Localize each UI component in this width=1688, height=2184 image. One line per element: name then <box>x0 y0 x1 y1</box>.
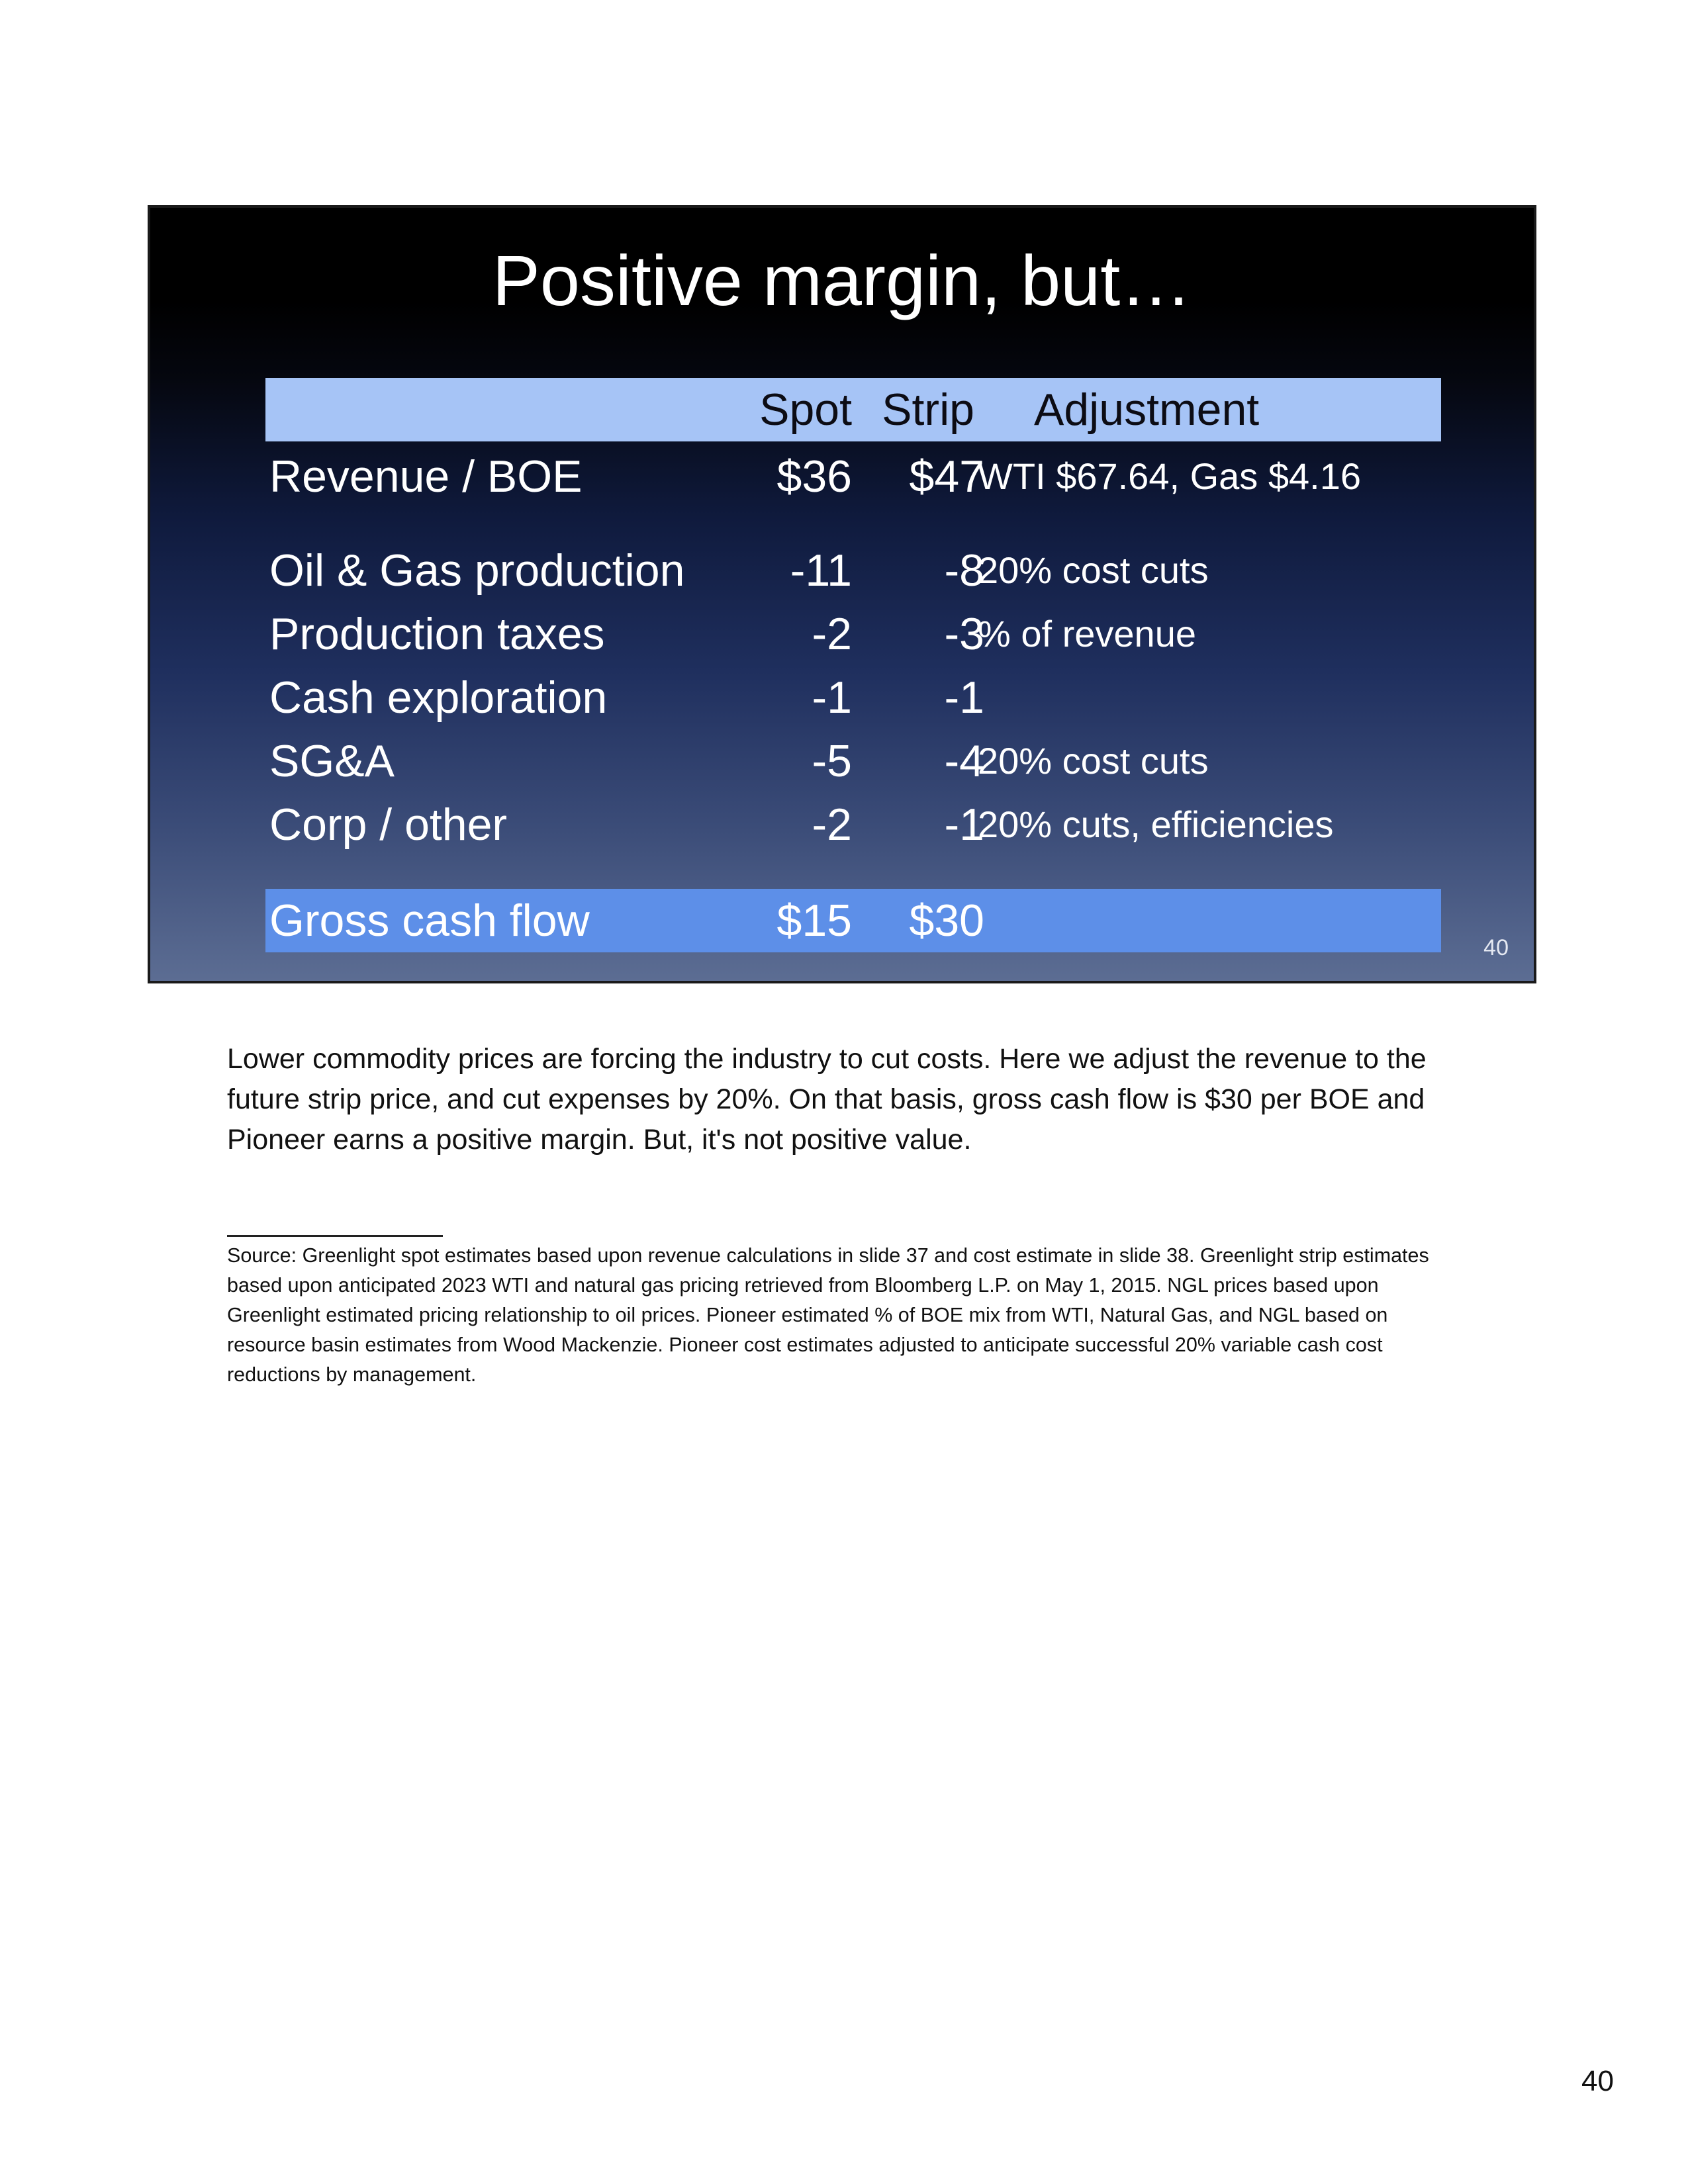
header-strip: Strip <box>882 385 974 435</box>
footnote-divider <box>227 1235 443 1237</box>
row-spot-sga: -5 <box>812 736 852 786</box>
footnote-source: Source: Greenlight spot estimates based upon revenue calculations in slide 37 and cost estimate in slide 38. Greenlight strip estimates based upon anticipated 2023 WTI and natural gas pricing retrieved from Bloomberg L.P. on May 1, 2015. NGL prices based upon Greenlight estimated pricing relationship to oil prices. Pioneer estimated % of BOE mix from WTI, Natural Gas, and NGL based on resource basin estimates from Wood Mackenzie. Pioneer cost estimates adjusted to anticipate successful 20% variable cash cost reductions by management. <box>227 1244 1429 1386</box>
slide <box>148 205 1536 983</box>
row-adjustment-corp-other: 20% cuts, efficiencies <box>978 803 1334 845</box>
row-adjustment-oil-gas-production: 20% cost cuts <box>978 549 1209 591</box>
total-strip: $30 <box>909 895 984 946</box>
row-label-oil-gas-production: Oil & Gas production <box>269 545 685 596</box>
total-label: Gross cash flow <box>269 895 590 946</box>
row-label-revenue: Revenue / BOE <box>269 451 583 502</box>
row-strip-revenue: $47 <box>909 451 984 502</box>
row-spot-oil-gas-production: -11 <box>790 545 852 596</box>
row-strip-sga: -4 <box>944 736 984 786</box>
slide-title: Positive margin, but… <box>492 240 1192 320</box>
row-strip-cash-exploration: -1 <box>944 672 984 723</box>
row-strip-corp-other: -1 <box>944 799 984 850</box>
row-adjustment-sga: 20% cost cuts <box>978 740 1209 782</box>
header-spot: Spot <box>759 385 852 435</box>
row-label-corp-other: Corp / other <box>269 799 508 850</box>
table-header-band <box>265 378 1441 441</box>
slide-number: 40 <box>1483 935 1509 960</box>
row-label-production-taxes: Production taxes <box>269 609 605 659</box>
row-spot-corp-other: -2 <box>812 799 852 850</box>
page-number: 40 <box>1581 2065 1614 2097</box>
row-label-sga: SG&A <box>269 736 395 786</box>
row-adjustment-production-taxes: % of revenue <box>978 613 1196 655</box>
row-adjustment-revenue: WTI $67.64, Gas $4.16 <box>978 455 1361 497</box>
row-strip-oil-gas-production: -8 <box>944 545 984 596</box>
total-spot: $15 <box>776 895 852 946</box>
row-spot-cash-exploration: -1 <box>812 672 852 723</box>
row-label-cash-exploration: Cash exploration <box>269 672 608 723</box>
row-spot-revenue: $36 <box>776 451 852 502</box>
body-paragraph: Lower commodity prices are forcing the industry to cut costs. Here we adjust the revenue to the future strip price, and cut expenses by 20%. On that basis, gross cash flow is $30 per BOE and Pioneer earns a positive margin. But, it's not positive value. <box>227 1043 1427 1156</box>
row-strip-production-taxes: -3 <box>944 609 984 659</box>
header-adjustment: Adjustment <box>1034 385 1260 435</box>
row-spot-production-taxes: -2 <box>812 609 852 659</box>
